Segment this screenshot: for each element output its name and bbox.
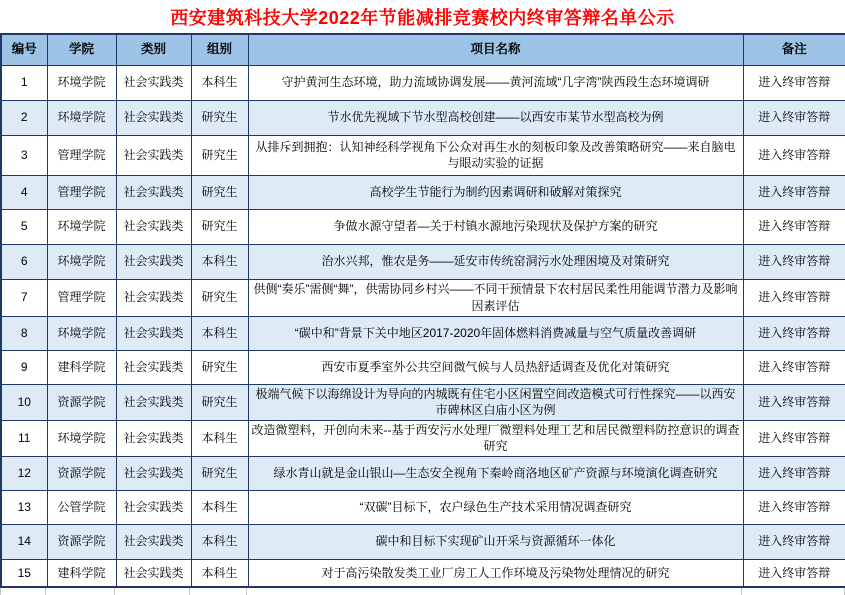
table-row [1,65,845,100]
cell-project: 守护黄河生态环境，助力流域协调发展——黄河流域“几字湾”陕西段生态环境调研 [248,65,743,100]
column-header-no: 编号 [1,34,47,65]
cell-group: 研究生 [191,100,248,135]
cell-category: 社会实践类 [116,244,191,279]
cell-no: 11 [1,420,47,456]
cell-college: 管理学院 [47,279,116,316]
cell-remark: 进入终审答辩 [743,420,845,456]
cell-no: 8 [1,316,47,350]
cell-category: 社会实践类 [116,384,191,420]
cell-category: 社会实践类 [116,135,191,175]
cutoff-cell [247,588,742,595]
cell-project: “碳中和”背景下关中地区2017-2020年固体燃料消费减量与空气质量改善调研 [248,316,743,350]
cell-group: 研究生 [191,279,248,316]
cell-no: 2 [1,100,47,135]
cell-college: 资源学院 [47,456,116,490]
cell-remark: 进入终审答辩 [743,65,845,100]
cell-remark: 进入终审答辩 [743,524,845,559]
cell-category: 社会实践类 [116,316,191,350]
cell-college: 建科学院 [47,350,116,384]
cell-college: 环境学院 [47,100,116,135]
cell-no: 4 [1,175,47,209]
cell-project: “双碳”目标下，农户绿色生产技术采用情况调查研究 [248,490,743,524]
cutoff-partial-row [0,588,845,595]
cell-project: 极端气候下以海绵设计为导向的内城既有住宅小区闲置空间改造模式可行性探究——以西安市碑林区白庙小区为例 [248,384,743,420]
table-row [1,135,845,175]
cell-no: 7 [1,279,47,316]
cell-group: 研究生 [191,350,248,384]
table-row [1,100,845,135]
cell-category: 社会实践类 [116,350,191,384]
cell-no: 3 [1,135,47,175]
cutoff-cell [46,588,115,595]
cell-group: 研究生 [191,384,248,420]
cell-college: 环境学院 [47,65,116,100]
cell-remark: 进入终审答辩 [743,209,845,244]
cell-no: 14 [1,524,47,559]
header-row [1,34,845,65]
cell-no: 12 [1,456,47,490]
cell-project: 绿水青山就是金山银山—生态安全视角下秦岭商洛地区矿产资源与环境演化调查研究 [248,456,743,490]
table-row [1,490,845,524]
cell-remark: 进入终审答辩 [743,350,845,384]
column-header-group: 组别 [191,34,248,65]
column-header-remark: 备注 [743,34,845,65]
cutoff-cell [115,588,190,595]
cutoff-cell [0,588,46,595]
cell-remark: 进入终审答辩 [743,384,845,420]
table-row [1,316,845,350]
cell-no: 9 [1,350,47,384]
cell-college: 管理学院 [47,175,116,209]
table-row [1,420,845,456]
cell-college: 公管学院 [47,490,116,524]
cell-project: 对于高污染散发类工业厂房工人工作环境及污染物处理情况的研究 [248,559,743,587]
cell-category: 社会实践类 [116,456,191,490]
cell-project: 高校学生节能行为制约因素调研和破解对策探究 [248,175,743,209]
cell-remark: 进入终审答辩 [743,456,845,490]
cell-category: 社会实践类 [116,490,191,524]
cell-project: 从排斥到拥抱：认知神经科学视角下公众对再生水的刻板印象及改善策略研究——来自脑电与眼动实验的证据 [248,135,743,175]
cell-project: 西安市夏季室外公共空间微气候与人员热舒适调查及优化对策研究 [248,350,743,384]
cutoff-cell [190,588,247,595]
cell-remark: 进入终审答辩 [743,175,845,209]
column-header-category: 类别 [116,34,191,65]
cell-category: 社会实践类 [116,100,191,135]
cell-group: 本科生 [191,316,248,350]
cell-remark: 进入终审答辩 [743,279,845,316]
cell-project: 碳中和目标下实现矿山开采与资源循环一体化 [248,524,743,559]
table-row [1,559,845,587]
cell-college: 资源学院 [47,524,116,559]
cell-category: 社会实践类 [116,65,191,100]
cell-group: 本科生 [191,490,248,524]
cell-category: 社会实践类 [116,524,191,559]
cell-college: 环境学院 [47,244,116,279]
cell-group: 本科生 [191,420,248,456]
cell-category: 社会实践类 [116,209,191,244]
column-header-college: 学院 [47,34,116,65]
table-row [1,244,845,279]
cell-college: 环境学院 [47,420,116,456]
column-header-project: 项目名称 [248,34,743,65]
cell-project: 供侧“奏乐”需侧“舞”，供需协同乡村兴——不同干预情景下农村居民柔性用能调节潜力及影响因素评估 [248,279,743,316]
cell-remark: 进入终审答辩 [743,100,845,135]
cell-no: 15 [1,559,47,587]
cell-group: 研究生 [191,135,248,175]
table-row [1,350,845,384]
cell-no: 10 [1,384,47,420]
table-row [1,209,845,244]
cell-category: 社会实践类 [116,175,191,209]
cell-group: 本科生 [191,559,248,587]
table-row [1,279,845,316]
cell-remark: 进入终审答辩 [743,316,845,350]
cell-project: 争做水源守望者—关于村镇水源地污染现状及保护方案的研究 [248,209,743,244]
cell-category: 社会实践类 [116,559,191,587]
cutoff-cell [742,588,845,595]
cell-category: 社会实践类 [116,279,191,316]
cell-no: 13 [1,490,47,524]
cell-group: 研究生 [191,209,248,244]
cell-no: 5 [1,209,47,244]
cell-remark: 进入终审答辩 [743,244,845,279]
cell-remark: 进入终审答辩 [743,559,845,587]
cell-group: 研究生 [191,175,248,209]
cell-category: 社会实践类 [116,420,191,456]
cell-no: 1 [1,65,47,100]
table-row [1,524,845,559]
cell-group: 本科生 [191,524,248,559]
cell-no: 6 [1,244,47,279]
table-row [1,384,845,420]
cell-college: 环境学院 [47,316,116,350]
cell-college: 建科学院 [47,559,116,587]
cell-project: 治水兴邦，惟农是务——延安市传统窑洞污水处理困境及对策研究 [248,244,743,279]
cell-remark: 进入终审答辩 [743,490,845,524]
table-header [1,34,845,65]
cell-college: 环境学院 [47,209,116,244]
cell-project: 节水优先视域下节水型高校创建——以西安市某节水型高校为例 [248,100,743,135]
table-row [1,456,845,490]
cell-college: 资源学院 [47,384,116,420]
cell-group: 本科生 [191,65,248,100]
results-table [0,33,845,588]
table-row [1,175,845,209]
cell-college: 管理学院 [47,135,116,175]
cell-group: 本科生 [191,244,248,279]
cell-project: 改造微塑料，开创向未来--基于西安污水处理厂微塑料处理工艺和居民微塑料防控意识的调查研究 [248,420,743,456]
page-title: 西安建筑科技大学2022年节能减排竞赛校内终审答辩名单公示 [170,7,675,28]
cell-group: 研究生 [191,456,248,490]
cell-remark: 进入终审答辩 [743,135,845,175]
